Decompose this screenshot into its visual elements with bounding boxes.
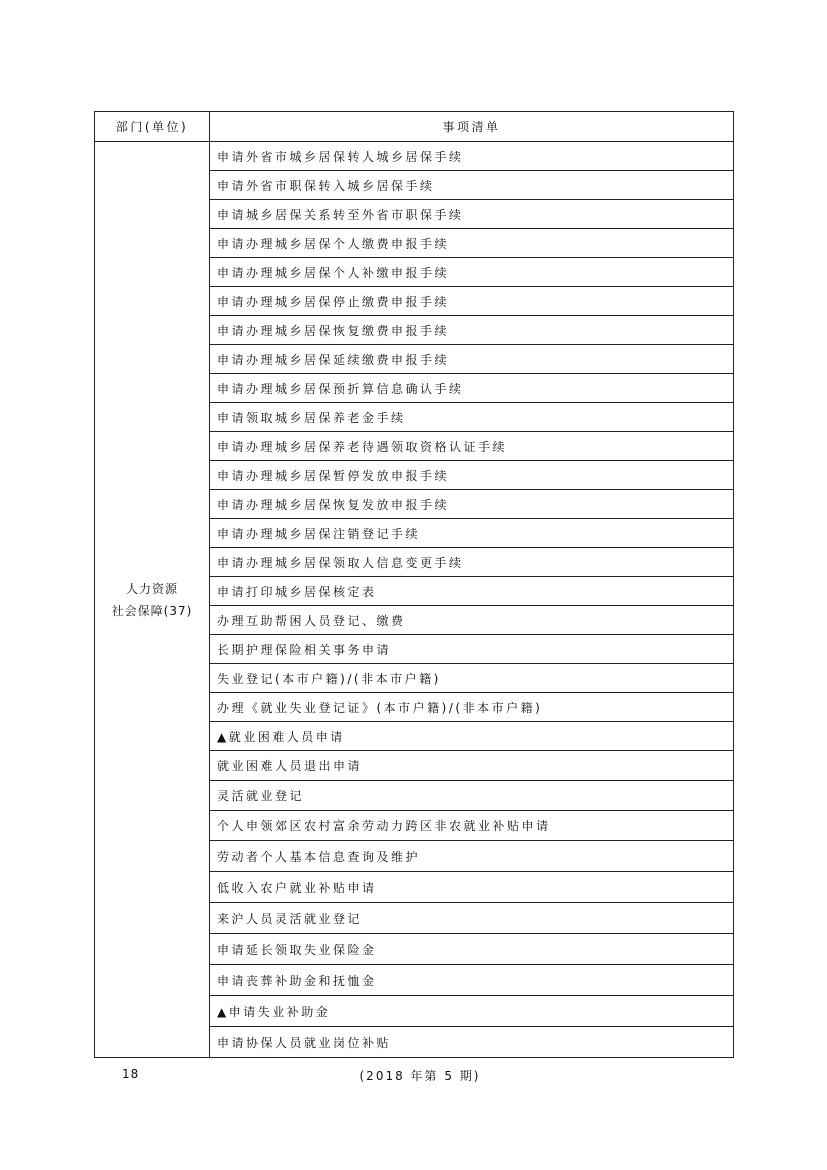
item-cell: 申请外省市城乡居保转人城乡居保手续 xyxy=(210,142,734,171)
department-cell xyxy=(95,142,210,1058)
header-department: 部门(单位) xyxy=(95,112,210,142)
item-cell: 申请办理城乡居保个人补缴申报手续 xyxy=(210,258,734,287)
item-cell: 申请办理城乡居保个人缴费申报手续 xyxy=(210,229,734,258)
issue-label: (2018 年第 5 期) xyxy=(359,1069,481,1083)
item-cell: 申请办理城乡居保领取人信息变更手续 xyxy=(210,548,734,577)
item-cell: ▲申请失业补助金 xyxy=(210,996,734,1027)
item-cell: 申请外省市职保转入城乡居保手续 xyxy=(210,171,734,200)
item-cell: 申请打印城乡居保核定表 xyxy=(210,577,734,606)
department-count: 社会保障(37) xyxy=(111,603,193,618)
table-row xyxy=(95,142,734,171)
header-items: 事项清单 xyxy=(210,112,734,142)
item-cell: 申请办理城乡居保暂停发放申报手续 xyxy=(210,461,734,490)
item-cell: 就业困难人员退出申请 xyxy=(210,751,734,781)
item-cell: 申请办理城乡居保预折算信息确认手续 xyxy=(210,374,734,403)
item-cell: 申请办理城乡居保恢复发放申报手续 xyxy=(210,490,734,519)
item-cell: 申请丧葬补助金和抚恤金 xyxy=(210,965,734,996)
item-cell: 失业登记(本市户籍)/(非本市户籍) xyxy=(210,664,734,693)
item-cell: 申请办理城乡居保注销登记手续 xyxy=(210,519,734,548)
item-cell: 低收入农户就业补贴申请 xyxy=(210,872,734,903)
page-number: 18 xyxy=(122,1067,140,1081)
item-cell: 申请办理城乡居保恢复缴费申报手续 xyxy=(210,316,734,345)
table-body xyxy=(95,142,734,1058)
item-cell: 申请城乡居保关系转至外省市职保手续 xyxy=(210,200,734,229)
item-cell: 长期护理保险相关事务申请 xyxy=(210,635,734,664)
item-cell: 申请领取城乡居保养老金手续 xyxy=(210,403,734,432)
item-cell: 申请办理城乡居保延续缴费申报手续 xyxy=(210,345,734,374)
item-cell: 申请办理城乡居保养老待遇领取资格认证手续 xyxy=(210,432,734,461)
item-cell: 个人申领郊区农村富余劳动力跨区非农就业补贴申请 xyxy=(210,811,734,841)
item-cell: 办理互助帮困人员登记、缴费 xyxy=(210,606,734,635)
item-cell: 灵活就业登记 xyxy=(210,781,734,811)
item-cell: 办理《就业失业登记证》(本市户籍)/(非本市户籍) xyxy=(210,693,734,722)
item-cell: 申请延长领取失业保险金 xyxy=(210,934,734,965)
item-cell: 申请协保人员就业岗位补贴 xyxy=(210,1027,734,1058)
items-table xyxy=(94,111,734,1058)
item-cell: 来沪人员灵活就业登记 xyxy=(210,903,734,934)
department-name: 人力资源 xyxy=(125,581,178,596)
item-cell: 申请办理城乡居保停止缴费申报手续 xyxy=(210,287,734,316)
item-cell: ▲就业困难人员申请 xyxy=(210,722,734,751)
table-header-row xyxy=(95,112,734,142)
item-cell: 劳动者个人基本信息查询及维护 xyxy=(210,841,734,872)
